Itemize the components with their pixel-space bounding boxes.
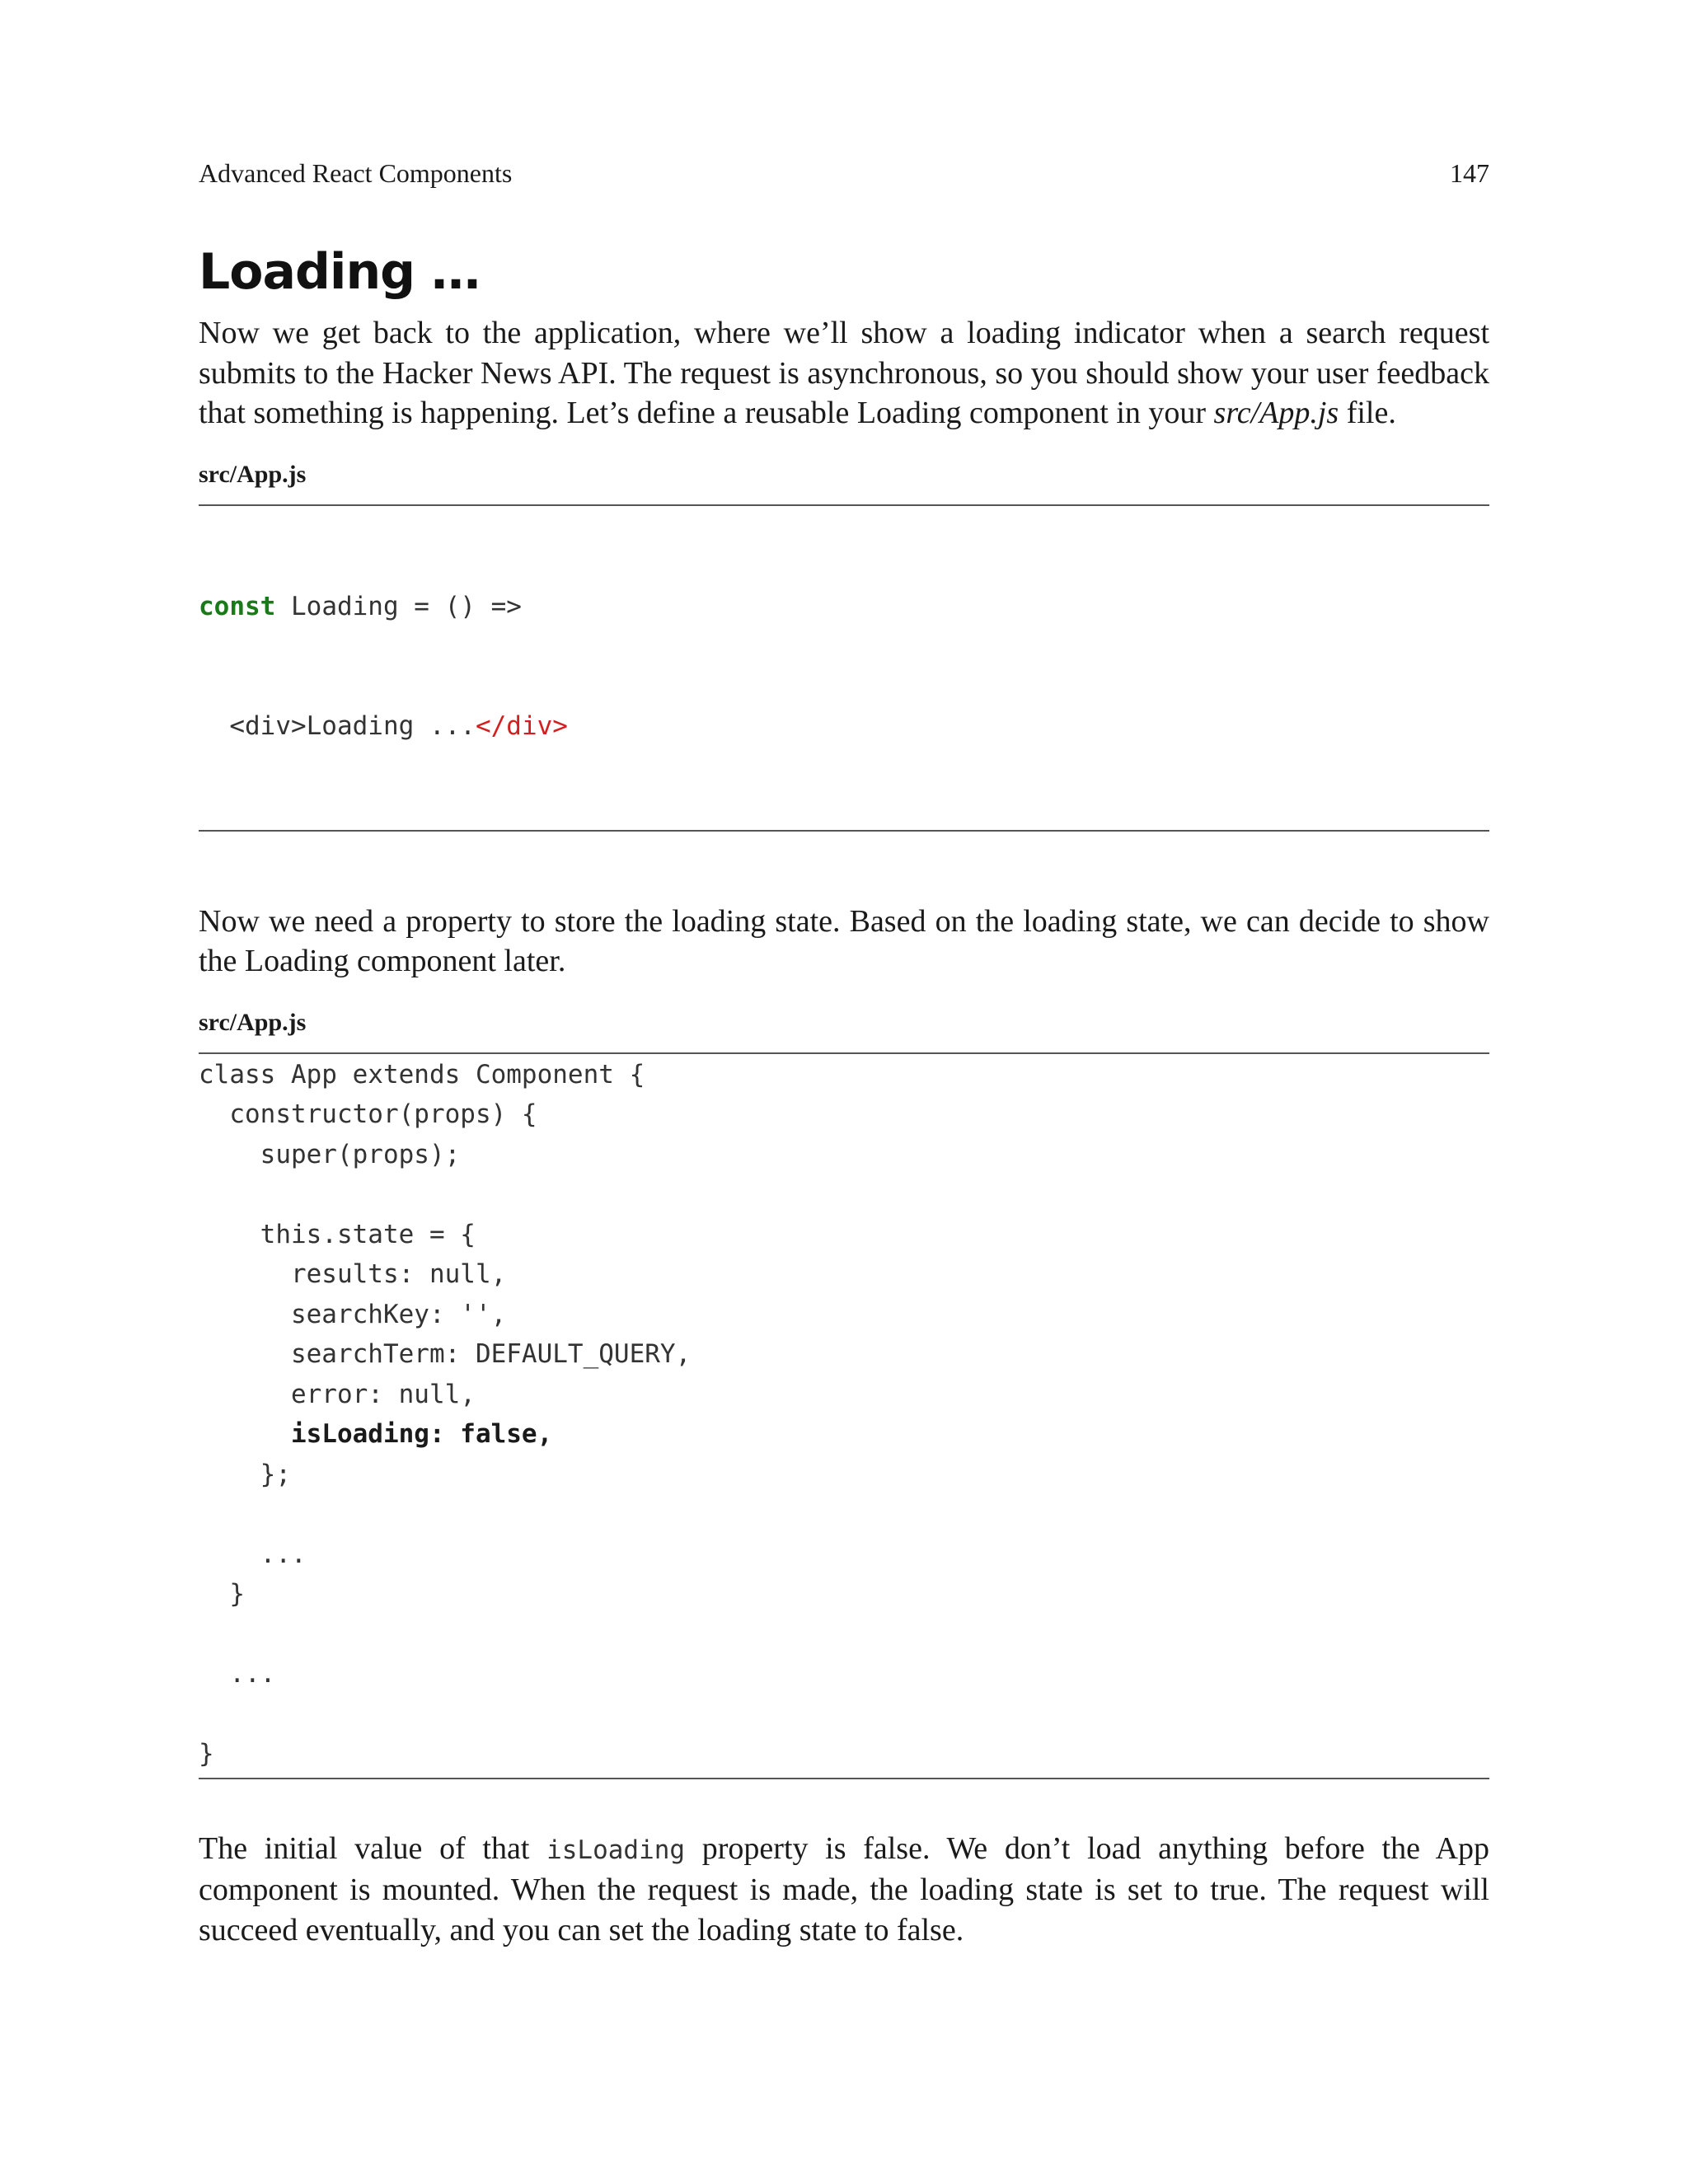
section-heading: Loading … <box>199 243 481 301</box>
code-text: <div>Loading ... <box>199 711 476 741</box>
section-title: Advanced React Components <box>199 158 513 188</box>
code-line <box>199 1055 1489 1095</box>
code-text: class App extends Component { <box>199 1059 645 1090</box>
code-line <box>199 1414 1489 1455</box>
code-text: } <box>199 1739 214 1769</box>
code-line <box>199 1375 1489 1415</box>
code-line <box>199 1615 1489 1655</box>
code-line <box>199 1254 1489 1295</box>
intro-paragraph <box>199 313 1489 434</box>
explanation-text: The initial value of that <box>199 1830 547 1866</box>
page-content <box>199 231 1489 1950</box>
code-line <box>199 1574 1489 1615</box>
code-text: searchKey: '', <box>199 1299 507 1329</box>
explanation-paragraph <box>199 1829 1489 1951</box>
code-text: this.state = { <box>199 1219 476 1249</box>
code-line <box>199 1654 1489 1694</box>
code-text: constructor(props) { <box>199 1099 537 1129</box>
code-line <box>199 1494 1489 1535</box>
code-text-highlighted: isLoading: false, <box>199 1419 553 1449</box>
intro-text: Now we get back to the application, where we’ll show a loading indicator when a search request submits to the Hacker News API. The request is asynchronous, so you should show your user feedback that something is happening. Let’s define a reusable Loading component in your <box>199 316 1489 430</box>
explanation-text-rest: property is false. We don’t load anything before the App component is mounted. When the request is made, the loading state is set to true. The request will succeed eventually, and you can set the loading state to false. <box>199 1830 1489 1947</box>
code-label: src/App.js <box>199 460 307 488</box>
code-line <box>199 706 1489 747</box>
code-line <box>199 1215 1489 1255</box>
code-text: super(props); <box>199 1139 461 1169</box>
code-line <box>199 1734 1489 1774</box>
code-text: results: null, <box>199 1259 507 1289</box>
code-text: }; <box>199 1459 291 1489</box>
code-line <box>199 1694 1489 1735</box>
code-line <box>199 1455 1489 1495</box>
code-line <box>199 1334 1489 1375</box>
code-line <box>199 1295 1489 1335</box>
code-line <box>199 1174 1489 1215</box>
code-line <box>199 1535 1489 1575</box>
code-text: searchTerm: DEFAULT_QUERY, <box>199 1339 692 1369</box>
code-line <box>199 587 1489 627</box>
code-block-loading <box>199 504 1489 832</box>
code-line <box>199 1094 1489 1135</box>
code-line <box>199 1135 1489 1175</box>
code-text: error: null, <box>199 1379 476 1409</box>
code-text: ... <box>199 1539 307 1569</box>
code-keyword: const <box>199 591 276 621</box>
code-label: src/App.js <box>199 1008 307 1036</box>
code-text: } <box>199 1579 245 1609</box>
file-path: src/App.js <box>1213 396 1339 430</box>
running-header <box>199 157 1489 190</box>
code-block-app-state <box>199 1052 1489 1779</box>
code-text: Loading = () => <box>275 591 522 621</box>
page-number: 147 <box>1450 158 1489 188</box>
code-closing-tag: </div> <box>475 711 568 741</box>
code-text: ... <box>199 1659 276 1689</box>
inline-code: isLoading <box>546 1835 686 1865</box>
state-paragraph: Now we need a property to store the loading state. Based on the loading state, we can decide to show the Loading component later. <box>199 903 1489 978</box>
intro-tail: file. <box>1339 396 1396 430</box>
